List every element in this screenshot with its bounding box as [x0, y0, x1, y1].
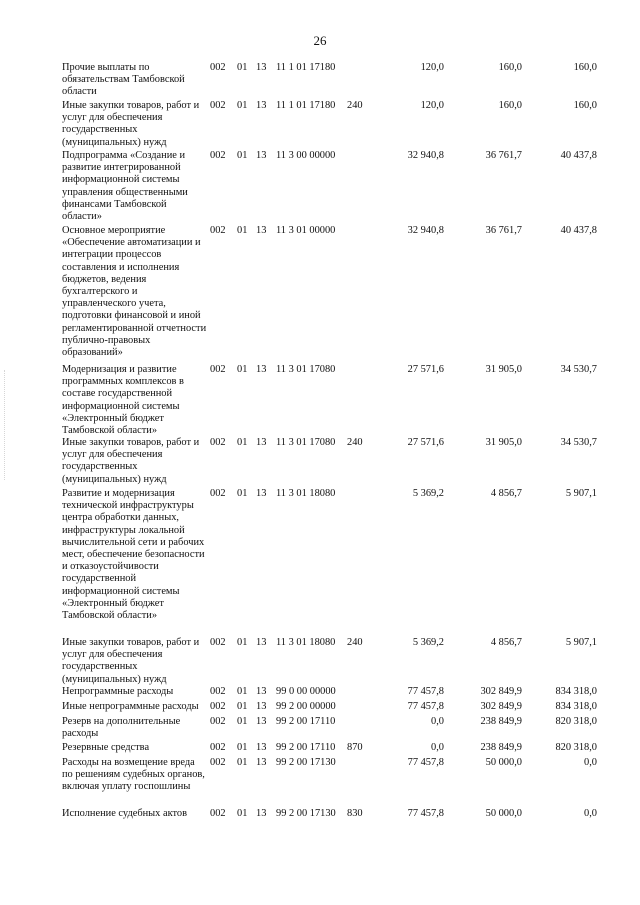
row-target-article: 99 2 00 17130 — [276, 808, 336, 819]
row-name: Развитие и модернизация технической инфраструктуры центра обработки данных, инфраструктуры локальной вычислительной сети и рабочих мест, обеспечение безопасности и отказоустойчивости государственной информационной системы «Электронный бюджет Тамбовской области» — [62, 488, 205, 622]
row-section-code: 01 — [237, 808, 248, 819]
row-target-article: 11 3 01 00000 — [276, 225, 336, 236]
row-name: Основное мероприятие «Обеспечение автоматизации и интеграции процессов составления и исполнения бюджетов, ведения бухгалтерского и управленческого учета, подготовки финансовой и иной регламентированной отчетности публично-правовых образований» — [62, 225, 207, 359]
row-expense-type: 240 — [347, 437, 363, 448]
row-section-code: 01 — [237, 225, 248, 236]
row-name: Иные закупки товаров, работ и услуг для обеспечения государственных (муниципальных) нужд — [62, 100, 200, 148]
row-amount-3: 5 907,1 — [565, 488, 597, 499]
row-ved-code: 002 — [210, 364, 226, 375]
row-section-code: 01 — [237, 686, 248, 697]
row-subsection-code: 13 — [256, 701, 267, 712]
row-target-article: 99 2 00 00000 — [276, 701, 336, 712]
row-ved-code: 002 — [210, 686, 226, 697]
row-amount-2: 50 000,0 — [485, 757, 522, 768]
margin-mark — [4, 370, 11, 480]
row-target-article: 99 0 00 00000 — [276, 686, 336, 697]
row-amount-2: 4 856,7 — [490, 488, 522, 499]
row-amount-2: 302 849,9 — [480, 701, 522, 712]
row-amount-2: 238 849,9 — [480, 716, 522, 727]
row-amount-1: 27 571,6 — [407, 437, 444, 448]
row-name: Иные закупки товаров, работ и услуг для обеспечения государственных (муниципальных) нужд — [62, 637, 200, 685]
row-ved-code: 002 — [210, 716, 226, 727]
row-amount-1: 120,0 — [420, 62, 444, 73]
row-amount-1: 32 940,8 — [407, 225, 444, 236]
row-name: Подпрограмма «Создание и развитие интегрированной информационной системы управления общественными финансами Тамбовской области» — [62, 150, 188, 223]
row-subsection-code: 13 — [256, 808, 267, 819]
row-name: Иные непрограммные расходы — [62, 701, 199, 712]
row-amount-2: 36 761,7 — [485, 225, 522, 236]
row-ved-code: 002 — [210, 62, 226, 73]
row-section-code: 01 — [237, 62, 248, 73]
row-ved-code: 002 — [210, 637, 226, 648]
row-section-code: 01 — [237, 701, 248, 712]
row-subsection-code: 13 — [256, 637, 267, 648]
row-expense-type: 830 — [347, 808, 363, 819]
row-name: Модернизация и развитие программных комплексов в составе государственной информационной системы «Электронный бюджет Тамбовской области» — [62, 364, 184, 437]
row-amount-3: 34 530,7 — [560, 364, 597, 375]
row-amount-2: 160,0 — [498, 62, 522, 73]
row-subsection-code: 13 — [256, 437, 267, 448]
row-section-code: 01 — [237, 757, 248, 768]
row-amount-3: 820 318,0 — [555, 716, 597, 727]
row-amount-3: 834 318,0 — [555, 701, 597, 712]
row-subsection-code: 13 — [256, 100, 267, 111]
row-section-code: 01 — [237, 742, 248, 753]
row-amount-3: 160,0 — [573, 100, 597, 111]
row-amount-3: 40 437,8 — [560, 225, 597, 236]
row-name: Исполнение судебных актов — [62, 808, 187, 819]
row-amount-2: 31 905,0 — [485, 364, 522, 375]
row-amount-2: 238 849,9 — [480, 742, 522, 753]
row-subsection-code: 13 — [256, 742, 267, 753]
row-amount-3: 834 318,0 — [555, 686, 597, 697]
row-ved-code: 002 — [210, 701, 226, 712]
row-ved-code: 002 — [210, 225, 226, 236]
row-ved-code: 002 — [210, 757, 226, 768]
row-amount-3: 40 437,8 — [560, 150, 597, 161]
row-section-code: 01 — [237, 488, 248, 499]
row-target-article: 99 2 00 17110 — [276, 716, 336, 727]
row-target-article: 11 3 01 18080 — [276, 637, 336, 648]
row-subsection-code: 13 — [256, 225, 267, 236]
row-name: Иные закупки товаров, работ и услуг для обеспечения государственных (муниципальных) нужд — [62, 437, 200, 485]
row-subsection-code: 13 — [256, 62, 267, 73]
row-amount-1: 27 571,6 — [407, 364, 444, 375]
row-target-article: 99 2 00 17110 — [276, 742, 336, 753]
row-subsection-code: 13 — [256, 488, 267, 499]
page-number: 26 — [313, 33, 327, 48]
row-amount-3: 0,0 — [584, 808, 597, 819]
row-amount-2: 50 000,0 — [485, 808, 522, 819]
row-amount-1: 0,0 — [431, 716, 444, 727]
row-ved-code: 002 — [210, 808, 226, 819]
row-ved-code: 002 — [210, 100, 226, 111]
row-section-code: 01 — [237, 437, 248, 448]
row-name: Резервные средства — [62, 742, 150, 753]
row-amount-1: 77 457,8 — [407, 757, 444, 768]
row-subsection-code: 13 — [256, 716, 267, 727]
row-name: Расходы на возмещение вреда по решениям судебных органов, включая уплату госпошлины — [62, 757, 205, 793]
row-expense-type: 240 — [347, 637, 363, 648]
row-name: Прочие выплаты по обязательствам Тамбовской области — [62, 62, 185, 98]
row-amount-1: 0,0 — [431, 742, 444, 753]
row-amount-2: 160,0 — [498, 100, 522, 111]
row-ved-code: 002 — [210, 437, 226, 448]
row-subsection-code: 13 — [256, 686, 267, 697]
row-target-article: 11 1 01 17180 — [276, 100, 336, 111]
row-amount-1: 120,0 — [420, 100, 444, 111]
row-amount-2: 36 761,7 — [485, 150, 522, 161]
row-expense-type: 870 — [347, 742, 363, 753]
row-section-code: 01 — [237, 100, 248, 111]
row-target-article: 99 2 00 17130 — [276, 757, 336, 768]
row-amount-2: 31 905,0 — [485, 437, 522, 448]
row-target-article: 11 3 01 17080 — [276, 437, 336, 448]
row-amount-1: 5 369,2 — [412, 637, 444, 648]
row-amount-3: 5 907,1 — [565, 637, 597, 648]
row-section-code: 01 — [237, 637, 248, 648]
row-subsection-code: 13 — [256, 150, 267, 161]
row-section-code: 01 — [237, 150, 248, 161]
row-section-code: 01 — [237, 716, 248, 727]
row-name: Непрограммные расходы — [62, 686, 174, 697]
row-amount-2: 302 849,9 — [480, 686, 522, 697]
row-amount-2: 4 856,7 — [490, 637, 522, 648]
row-name: Резерв на дополнительные расходы — [62, 716, 181, 740]
row-amount-3: 0,0 — [584, 757, 597, 768]
row-amount-1: 32 940,8 — [407, 150, 444, 161]
row-expense-type: 240 — [347, 100, 363, 111]
row-amount-3: 820 318,0 — [555, 742, 597, 753]
row-target-article: 11 3 00 00000 — [276, 150, 336, 161]
row-target-article: 11 3 01 17080 — [276, 364, 336, 375]
row-subsection-code: 13 — [256, 364, 267, 375]
row-ved-code: 002 — [210, 488, 226, 499]
row-amount-1: 5 369,2 — [412, 488, 444, 499]
row-ved-code: 002 — [210, 742, 226, 753]
row-subsection-code: 13 — [256, 757, 267, 768]
row-amount-1: 77 457,8 — [407, 686, 444, 697]
row-amount-3: 34 530,7 — [560, 437, 597, 448]
row-ved-code: 002 — [210, 150, 226, 161]
row-target-article: 11 1 01 17180 — [276, 62, 336, 73]
row-target-article: 11 3 01 18080 — [276, 488, 336, 499]
row-amount-3: 160,0 — [573, 62, 597, 73]
row-amount-1: 77 457,8 — [407, 701, 444, 712]
row-section-code: 01 — [237, 364, 248, 375]
row-amount-1: 77 457,8 — [407, 808, 444, 819]
